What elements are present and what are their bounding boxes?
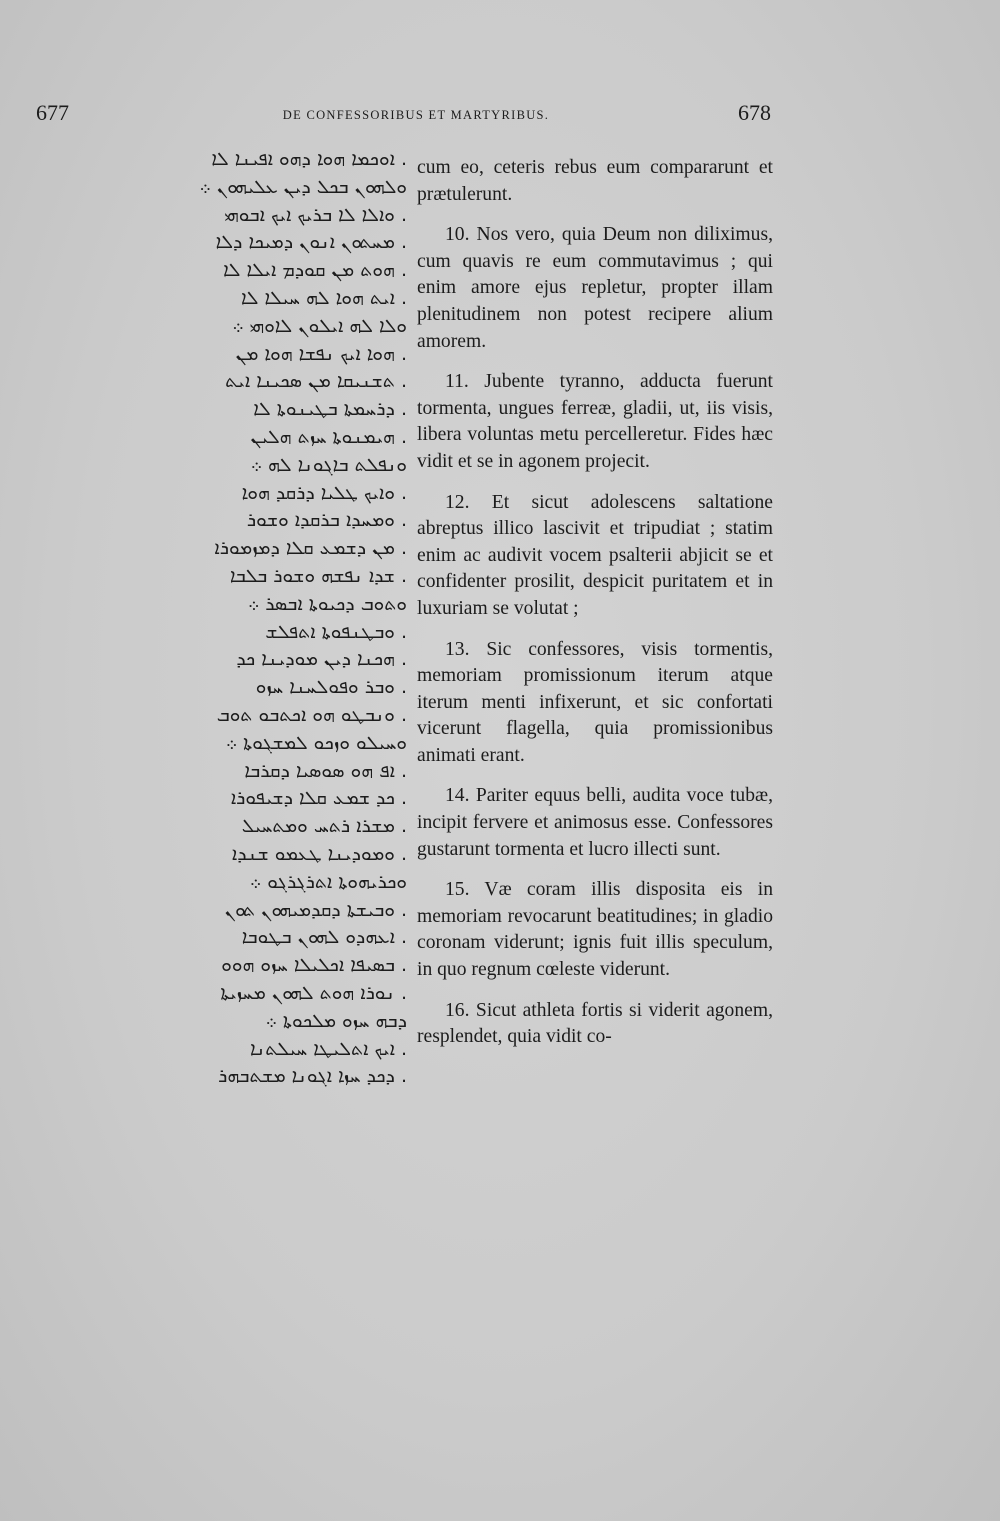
latin-column xyxy=(417,155,773,1051)
paragraph-text: Et sicut adolescens saltatione abreptus illico lascivit et tripudiat ; statim enim ac audivit vocem psalterii abjicit se et confidenter prosilit, despicit puritatem et in luxuriam se volutat ; xyxy=(417,491,773,619)
latin-paragraph xyxy=(417,369,773,475)
syriac-line: ܘܢܦܠܬ ܒܐܓܘܢܐ ܠܗ ܀ xyxy=(250,453,407,476)
paragraph-number: 15. xyxy=(445,879,470,901)
latin-paragraph xyxy=(417,222,773,355)
syriac-line: ܘܟܪܝܗܘܬܐ ܐܬܪܓܪܓܘ ܀ xyxy=(249,870,407,893)
syriac-line: . ܘܒܝܫܬܐ ܕܩܕܡܝܗܘܢ ܬܘܢ xyxy=(224,898,407,921)
paragraph-text: Pariter equus belli, audita voce tubæ, incipit fervere et animosus esse. Confessores gustarunt tormenta et lucro illecti sunt. xyxy=(417,785,773,860)
latin-paragraph xyxy=(417,998,773,1051)
syriac-line: . ܗܟܢܐ ܕܝܢ ܡܘܕܝܢܐ ܟܕ xyxy=(236,648,407,671)
right-page-number: 678 xyxy=(738,100,771,125)
syriac-line: . ܐܝܟ ܐܬܠܝܛܐ ܚܝܠܬܢܐ xyxy=(250,1037,407,1060)
paragraph-text: Jubente tyranno, adducta fuerunt tormenta, ungues ferreæ, gladii, ut, iis visis, libera voluntas metu percelleretur. Fides hæc vidit et se in agonem projecit. xyxy=(417,371,773,472)
syriac-line: ܘܠܐ ܠܗ ܐܝܠܘܢ ܠܐܘܗܝ ܀ xyxy=(232,314,407,337)
paragraph-text: Væ coram illis disposita eis in memoriam revocarunt beatitudines; in gladio coronam viderunt; ignis fuit illis speculum, in quo regnum cœleste viderunt. xyxy=(417,879,773,981)
syriac-line: . ܟܕ ܫܡܥ ܩܠܐ ܕܫܝܦܘܪܐ xyxy=(230,787,407,810)
paragraph-text: Sicut athleta fortis si viderit agonem, resplendet, quia vidit co- xyxy=(417,999,773,1048)
syriac-line: . ܘܢܒܛܘ ܗܘ ܐܟܬܒܘ ܬܘܒ xyxy=(216,703,407,726)
left-page-number: 677 xyxy=(36,100,69,125)
latin-paragraph xyxy=(417,877,773,983)
paragraph-number: 10. xyxy=(445,224,470,246)
syriac-line: . ܡܢ ܕܫܡܥ ܩܠܐ ܕܡܙܡܘܪܐ xyxy=(214,537,407,560)
latin-intro: cum eo, ceteris rebus eum compararunt et prætulerunt. xyxy=(417,157,773,205)
syriac-line: . ܗܘܬ ܡܢ ܩܘܕܡ ܐܝܠܐ ܠܐ xyxy=(223,259,407,282)
syriac-line: . ܡܚܬܘܢ ܐܢܘܢ ܕܡܝܟܐ ܕܠܐ xyxy=(215,231,407,254)
syriac-line: . ܗܘܐ ܐܝܟ ܢܦܫܐ ܗܘܐ ܡܢ xyxy=(235,342,407,365)
syriac-line: . ܬܫܢܝܩܐ ܡܢ ܣܟܝܢܐ ܐܝܬ xyxy=(225,370,407,393)
syriac-line: . ܐܘܟܡܐ ܗܘܐ ܕܗܘ ܐܦܝܢܐ ܠܐ xyxy=(211,148,407,170)
paragraph-number: 12. xyxy=(445,491,470,513)
syriac-line: . ܕܪܚܡܬܐ ܒܛܝܢܘܬܐ ܠܐ xyxy=(253,398,407,421)
running-title: DE CONFESSORIBUS ET MARTYRIBUS. xyxy=(282,108,550,122)
paragraph-text: Sic confessores, visis tormentis, memoriam promissionum iterum atque iterum menti infixerunt, et sic confortati vicerunt flagella, quia promissionibus animati erant. xyxy=(417,638,773,766)
syriac-line: . ܐܝܬ ܗܘܐ ܠܗ ܚܝܠܐ ܠܐ xyxy=(241,286,407,309)
syriac-line: . ܢܘܪܐ ܗܘܬ ܠܗܘܢ ܡܚܙܝܬܐ xyxy=(220,981,407,1004)
syriac-line: . ܘܐܝܟ ܛܠܝܐ ܕܪܩܕ ܗܘܐ xyxy=(241,481,407,504)
syriac-line: . ܕܟܕ ܚܙܐ ܐܓܘܢܐ ܡܫܬܒܗܪ xyxy=(218,1065,407,1088)
syriac-line: . ܐܦ ܗܘ ܣܘܣܝܐ ܕܩܪܒܐ xyxy=(244,759,407,782)
syriac-line: . ܡܫܪܐ ܪܬܚ ܘܡܬܚܝܠ xyxy=(241,815,407,838)
syriac-line: . ܫܕܐ ܢܦܫܗ ܘܫܘܪ ܒܠܒܐ xyxy=(229,564,407,587)
syriac-line: ܘܚܝܠܘ ܘܙܟܘ ܠܡܫܓܘܬܐ ܀ xyxy=(225,731,407,754)
latin-paragraph xyxy=(417,637,773,770)
syriac-line: . ܘܡܘܕܝܢܐ ܛܥܡܘ ܫܢܕܐ xyxy=(231,842,407,865)
paragraph-text: Nos vero, quia Deum non diliximus, cum quavis re eum commutavimus ; qui enim amore ejus repletur, propter illam plenitudinem non potest recipere alium amorem. xyxy=(417,224,773,352)
paragraph-number: 11. xyxy=(445,371,469,393)
syriac-line: . ܐܥܗܕܘ ܠܗܘܢ ܒܛܘܒܐ xyxy=(241,926,407,949)
latin-paragraph xyxy=(417,783,773,863)
latin-paragraph xyxy=(417,490,773,623)
syriac-line: . ܗܝܡܢܘܬܐ ܚܙܬ ܗܠܝܢ xyxy=(250,425,407,448)
syriac-line: ܕܒܗ ܚܙܘ ܡܠܟܘܬܐ ܀ xyxy=(265,1009,407,1032)
syriac-line: ܘܠܗܘܢ ܒܟܠ ܕܝܢ ܥܠܝܗܘܢ ܀ xyxy=(199,175,407,198)
syriac-line: . ܘܒܛܢܦܘܬܐ ܐܬܦܠܫ xyxy=(265,620,407,643)
paragraph-number: 14. xyxy=(445,785,470,807)
syriac-column xyxy=(135,146,407,1091)
syriac-line: . ܒܣܝܦܐ ܐܟܠܝܠܐ ܚܙܘ ܗܘܘ xyxy=(221,954,407,977)
syriac-line: . ܘܡܚܕܐ ܒܪܩܕܐ ܘܫܘܪ xyxy=(246,509,407,532)
syriac-line: . ܘܒܪ ܘܦܘܠܚܢܐ ܚܙܘ xyxy=(255,676,407,699)
paragraph-number: 13. xyxy=(445,638,470,660)
syriac-line: . ܘܐܠܐ ܠܐ ܒܪܝܟ ܐܝܟ ܐܒܘܗܝ xyxy=(224,203,407,226)
syriac-line: ܘܬܘܒ ܕܟܝܘܬܐ ܐܒܣܪ ܀ xyxy=(247,592,407,615)
paragraph-number: 16. xyxy=(445,999,470,1021)
page-header xyxy=(0,100,1000,134)
